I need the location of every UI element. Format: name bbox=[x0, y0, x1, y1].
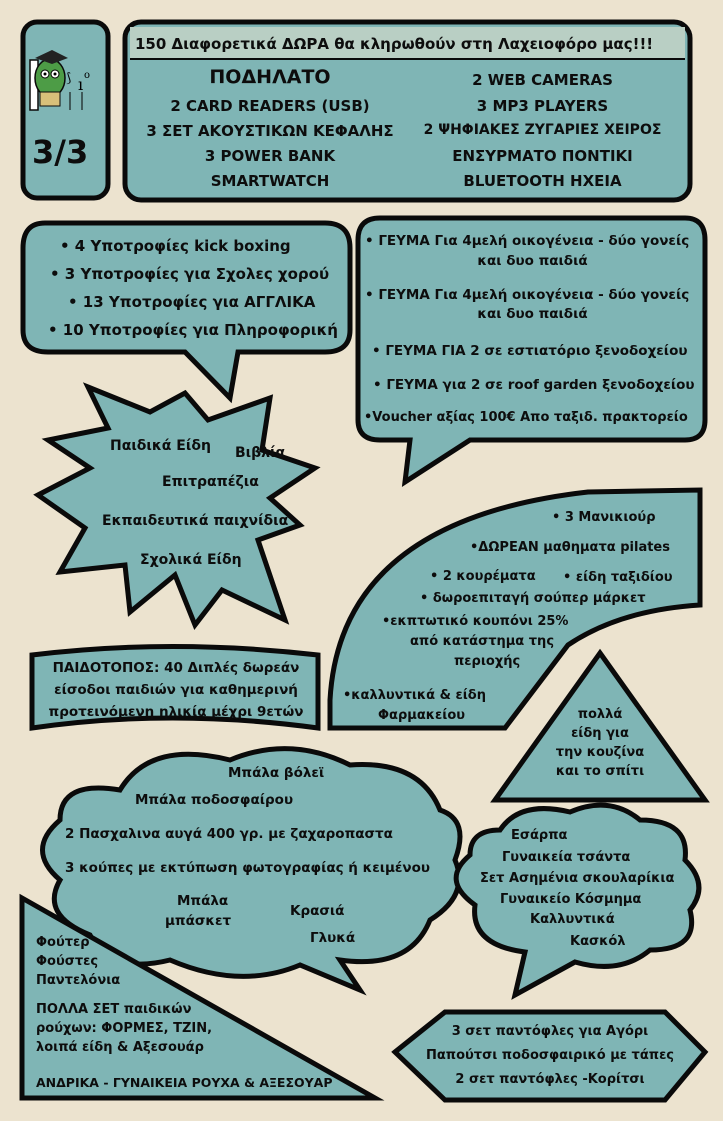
meal-item-line2: και δυο παιδιά bbox=[477, 306, 588, 322]
accessory-item: Κασκόλ bbox=[570, 934, 626, 949]
kitchen-line: την κουζίνα bbox=[555, 745, 645, 760]
service-item: • 3 Μανικιούρ bbox=[552, 510, 656, 525]
header-left-item-1: 2 CARD READERS (USB) bbox=[170, 97, 370, 115]
accessory-item: Καλλυντικά bbox=[530, 912, 615, 927]
clothes-item: Φούτερ bbox=[36, 935, 90, 950]
service-item-cont: Φαρμακείου bbox=[378, 708, 466, 723]
header-left-item-0: ΠΟΔΗΛΑΤΟ bbox=[209, 66, 331, 88]
shoes-item: 3 σετ παντόφλες για Αγόρι bbox=[451, 1024, 649, 1039]
cloud-item: Μπάλα ποδοσφαίρου bbox=[135, 792, 294, 808]
cloud-item: 3 κούπες με εκτύπωση φωτογραφίας ή κειμένου bbox=[65, 860, 431, 876]
service-item: • είδη ταξιδίου bbox=[563, 570, 673, 585]
meal-item: •Voucher αξίας 100€ Απο ταξιδ. πρακτορείο bbox=[364, 410, 688, 425]
header-left-item-4: SMARTWATCH bbox=[210, 172, 330, 190]
cloud-item: Γλυκά bbox=[310, 930, 356, 946]
header-left-item-3: 3 POWER BANK bbox=[204, 147, 336, 165]
kitchen-line: και το σπίτι bbox=[555, 764, 645, 779]
service-item: • 2 κουρέματα bbox=[430, 569, 536, 584]
clothes-footer: ΑΝΔΡΙΚΑ - ΓΥΝΑΙΚΕΙΑ ΡΟΥΧΑ & ΑΞΕΣΟΥΑΡ bbox=[36, 1075, 333, 1090]
service-item-cont: από κατάστημα της bbox=[410, 634, 555, 649]
accessory-item: Γυναικείο Κόσμημα bbox=[500, 892, 642, 907]
svg-text:ı: ı bbox=[78, 75, 84, 94]
clothes-item: ΠΟΛΛΑ ΣΕΤ παιδικών bbox=[36, 1002, 192, 1017]
clothes-item: Φούστες bbox=[36, 954, 99, 969]
service-item: •καλλυντικά & είδη bbox=[343, 688, 486, 703]
svg-text:⟆: ⟆ bbox=[66, 71, 72, 86]
cloud-item: Μπάλα bbox=[177, 893, 229, 909]
accessory-item: Σετ Ασημένια σκουλαρίκια bbox=[480, 871, 675, 886]
star-item: Επιτραπέζια bbox=[162, 474, 259, 490]
meal-item-line2: και δυο παιδιά bbox=[477, 253, 588, 269]
meal-item: • ΓΕΥΜΑ για 2 σε roof garden ξενοδοχείου bbox=[373, 377, 695, 393]
service-item: •εκπτωτικό κουπόνι 25% bbox=[382, 614, 569, 629]
shoes-item: 2 σετ παντόφλες -Κορίτσι bbox=[455, 1072, 645, 1087]
voucher-item: • 3 Υποτροφίες για Σχολες χορού bbox=[50, 265, 330, 283]
header-title: 150 Διαφορετικά ΔΩΡΑ θα κληρωθούν στη Λαχειοφόρο μας!!! bbox=[135, 35, 654, 53]
cloud-item: 2 Πασχαλινα αυγά 400 γρ. με ζαχαροπαστα bbox=[65, 826, 393, 842]
clothes-item: Παντελόνια bbox=[36, 973, 121, 988]
cloud-item: Μπάλα βόλεϊ bbox=[228, 765, 325, 781]
header-right-item-2: 2 ΨΗΦΙΑΚΕΣ ΖΥΓΑΡΙΕΣ ΧΕΙΡΟΣ bbox=[423, 122, 662, 138]
kitchen-line: είδη για bbox=[571, 726, 629, 741]
star-item: Εκπαιδευτικά παιχνίδια bbox=[102, 513, 289, 529]
meal-item: • ΓΕΥΜΑ Για 4μελή οικογένεια - δύο γονείς bbox=[365, 233, 690, 249]
header-right-item-3: ΕΝΣΥΡΜΑΤΟ ΠΟΝΤΙΚΙ bbox=[452, 147, 633, 165]
header-left-item-2: 3 ΣΕΤ ΑΚΟΥΣΤΙΚΩΝ ΚΕΦΑΛΗΣ bbox=[146, 122, 394, 140]
star-item: Παιδικά Είδη bbox=[110, 438, 211, 454]
voucher-item: • 10 Υποτροφίες για Πληροφορική bbox=[48, 321, 338, 339]
meal-item: • ΓΕΥΜΑ ΓΙΑ 2 σε εστιατόριο ξενοδοχείου bbox=[372, 343, 688, 359]
star-item: Βιβλία bbox=[235, 445, 286, 461]
page-number-label: 3/3 bbox=[32, 133, 89, 171]
playground-line: ΠΑΙΔΟΤΟΠΟΣ: 40 Διπλές δωρεάν bbox=[52, 660, 300, 676]
voucher-item: • 4 Υποτροφίες kick boxing bbox=[60, 237, 291, 255]
kitchen-line: πολλά bbox=[577, 707, 623, 722]
cloud-item: μπάσκετ bbox=[165, 913, 232, 929]
header-right-item-0: 2 WEB CAMERAS bbox=[472, 71, 613, 89]
header-right-item-4: BLUETOOTH ΗΧΕΙΑ bbox=[463, 172, 622, 190]
clothes-item: ρούχων: ΦΟΡΜΕΣ, ΤΖΙΝ, bbox=[36, 1021, 213, 1036]
playground-line: είσοδοι παιδιών για καθημερινή bbox=[54, 682, 298, 698]
playground-line: προτεινόμενη ηλικία μέχρι 9ετών bbox=[48, 704, 304, 720]
star-item: Σχολικά Είδη bbox=[140, 552, 242, 568]
meal-item: • ΓΕΥΜΑ Για 4μελή οικογένεια - δύο γονείς bbox=[365, 287, 690, 303]
header-right-item-1: 3 MP3 PLAYERS bbox=[476, 97, 609, 115]
accessory-item: Εσάρπα bbox=[511, 828, 568, 843]
service-item: •ΔΩΡΕΑΝ μαθηματα pilates bbox=[470, 540, 670, 555]
clothes-item: λοιπά είδη & Αξεσουάρ bbox=[36, 1040, 204, 1055]
shoes-item: Παπούτσι ποδοσφαιρικό με τάπες bbox=[425, 1048, 675, 1063]
voucher-item: • 13 Υποτροφίες για ΑΓΓΛΙΚΑ bbox=[68, 293, 316, 311]
service-item-cont: περιοχής bbox=[454, 654, 521, 669]
svg-text:o: o bbox=[84, 70, 91, 81]
accessory-item: Γυναικεία τσάντα bbox=[502, 850, 631, 865]
gifts-starburst bbox=[38, 387, 315, 625]
service-item: • δωροεπιταγή σούπερ μάρκετ bbox=[420, 591, 646, 606]
cloud-item: Κρασιά bbox=[290, 903, 345, 919]
